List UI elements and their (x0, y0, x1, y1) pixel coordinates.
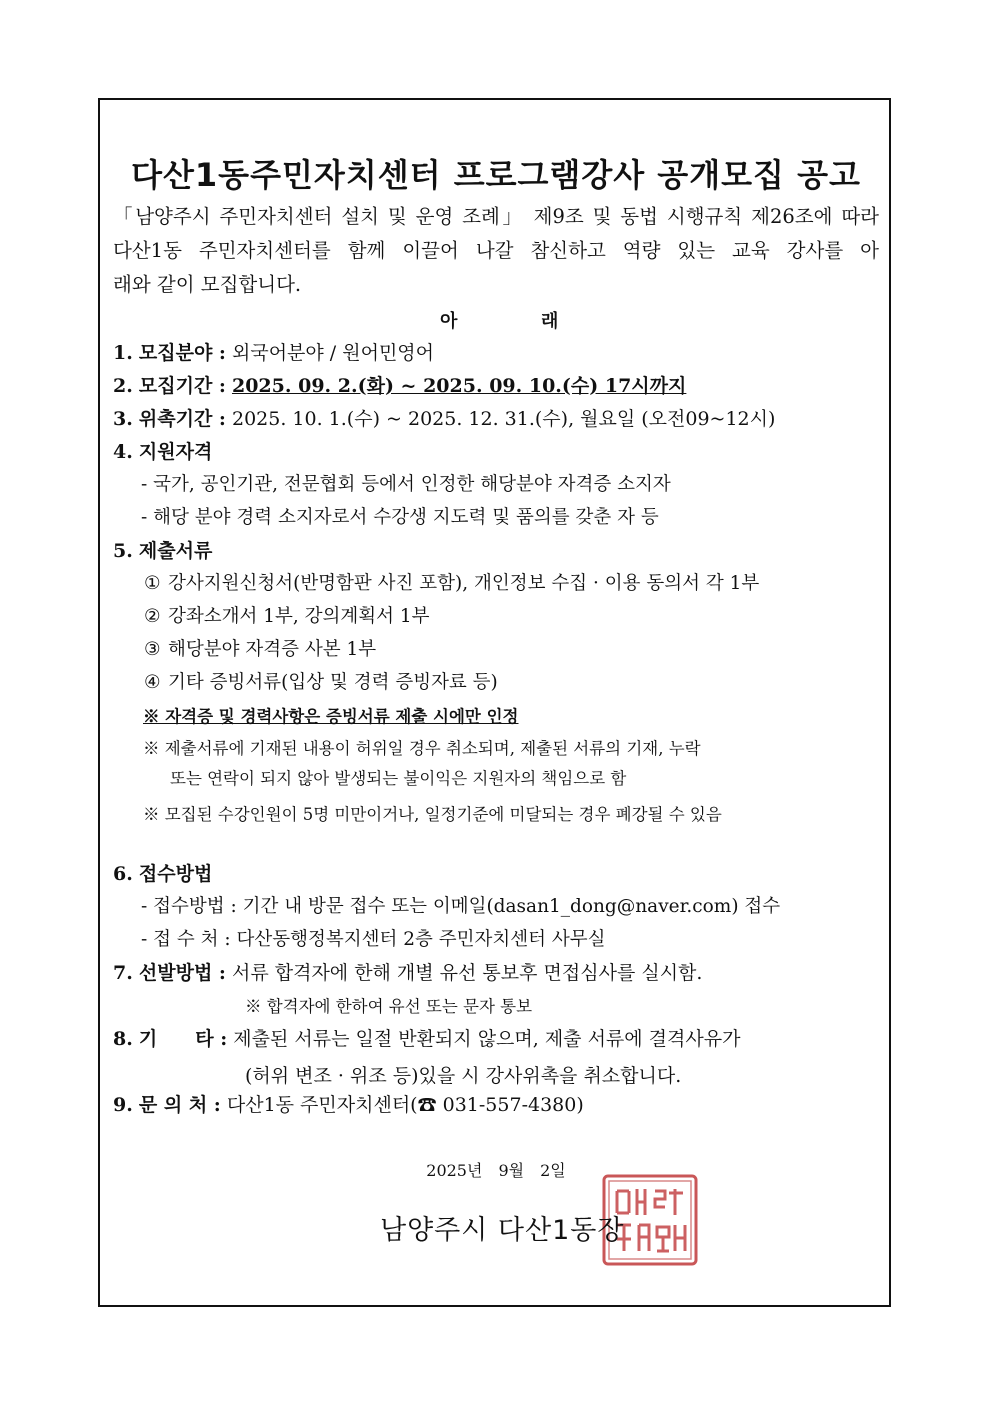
section-7-selection (113, 962, 702, 984)
false-info-note-cont: 또는 연락이 되지 않아 발생되는 불이익은 지원자의 책임으로 함 (170, 769, 627, 788)
section-5-documents (113, 540, 212, 562)
section-number: 3. (113, 408, 133, 430)
section-label: 모집기간 : (138, 375, 226, 397)
section-8-other (113, 1028, 740, 1050)
intro-line-3: 래와 같이 모집합니다. (113, 273, 302, 296)
other-value-cont: (허위 변조 · 위조 등)있을 시 강사위촉을 취소합니다. (245, 1065, 682, 1087)
section-label: 모집분야 : (138, 342, 226, 364)
cancellation-note: ※ 모집된 수강인원이 5명 미만이거나, 일정기준에 미달되는 경우 폐강될 수 있음 (143, 805, 722, 824)
section-6-application-method (113, 863, 212, 885)
document-item-text: 해당분야 자격증 사본 1부 (168, 639, 377, 660)
document-item (144, 639, 376, 661)
section-label: 문 의 처 : (138, 1094, 221, 1116)
section-number: 4. (113, 441, 133, 463)
section-2-recruit-period (113, 375, 686, 397)
section-label: 위촉기간 : (138, 408, 226, 430)
section-value: 다산1동 주민자치센터(☎ 031-557-4380) (226, 1094, 584, 1116)
a-rae-heading-a: 아 (440, 311, 458, 332)
section-label: 지원자격 (138, 441, 213, 463)
section-label: 접수방법 (138, 863, 213, 885)
document-item-mark: ④ (144, 672, 161, 693)
section-value: 서류 합격자에 한해 개별 유선 통보후 면접심사를 실시함. (231, 962, 703, 984)
section-number: 1. (113, 342, 133, 364)
document-item (144, 672, 498, 694)
section-value: 2025. 10. 1.(수) ~ 2025. 12. 31.(수), 월요일 (오전09~12시) (231, 408, 776, 430)
section-value: 2025. 09. 2.(화) ~ 2025. 09. 10.(수) 17시까지 (231, 375, 687, 397)
document-item-text: 강좌소개서 1부, 강의계획서 1부 (168, 606, 430, 627)
intro-line-2: 다산1동 주민자치센터를 함께 이끌어 나갈 참신하고 역량 있는 교육 강사를 아 (113, 239, 879, 262)
section-number: 9. (113, 1094, 133, 1116)
section-label: 선발방법 : (138, 962, 226, 984)
section-9-contact (113, 1094, 584, 1116)
document-item-text: 강사지원신청서(반명함판 사진 포함), 개인정보 수집 · 이용 동의서 각 1부 (168, 573, 760, 594)
section-number: 6. (113, 863, 133, 885)
application-place-item: - 접 수 처 : 다산동행정복지센터 2층 주민자치센터 사무실 (141, 929, 606, 950)
section-3-appointment-period (113, 408, 775, 430)
section-4-qualification (113, 441, 212, 463)
section-value: 제출된 서류는 일절 반환되지 않으며, 제출 서류에 결격사유가 (233, 1028, 741, 1050)
intro-line-1: 「남양주시 주민자치센터 설치 및 운영 조례」 제9조 및 동법 시행규칙 제26조에 따라 (113, 205, 879, 228)
section-number: 5. (113, 540, 133, 562)
document-item (144, 573, 759, 595)
document-item-mark: ② (144, 606, 161, 627)
application-method-item: - 접수방법 : 기간 내 방문 접수 또는 이메일(dasan1_dong@naver.com) 접수 (141, 896, 781, 917)
page-title: 다산1동주민자치센터 프로그램강사 공개모집 공고 (131, 156, 861, 194)
document-item-mark: ① (144, 573, 161, 594)
section-number: 7. (113, 962, 133, 984)
false-info-note: ※ 제출서류에 기재된 내용이 허위일 경우 취소되며, 제출된 서류의 기재, 누락 (143, 739, 701, 758)
section-label: 제출서류 (138, 540, 213, 562)
document-item-text: 기타 증빙서류(입상 및 경력 증빙자료 등) (168, 672, 498, 693)
document-item-mark: ③ (144, 639, 161, 660)
section-number: 8. (113, 1028, 133, 1050)
a-rae-heading-rae: 래 (541, 311, 559, 332)
qualification-item: - 국가, 공인기관, 전문협회 등에서 인정한 해당분야 자격증 소지자 (141, 474, 671, 495)
notice-date: 2025년 9월 2일 (426, 1161, 566, 1180)
certification-note: ※ 자격증 및 경력사항은 증빙서류 제출 시에만 인정 (143, 707, 519, 726)
qualification-item: - 해당 분야 경력 소지자로서 수강생 지도력 및 품의를 갖춘 자 등 (141, 507, 659, 528)
section-number: 2. (113, 375, 133, 397)
section-1-recruit-field (113, 342, 434, 364)
issuer-signature: 남양주시 다산1동장 (380, 1215, 625, 1246)
document-item (144, 606, 430, 628)
section-value: 외국어분야 / 원어민영어 (231, 342, 435, 364)
selection-note: ※ 합격자에 한하여 유선 또는 문자 통보 (245, 997, 533, 1016)
section-label: 기 타 : (138, 1028, 228, 1050)
